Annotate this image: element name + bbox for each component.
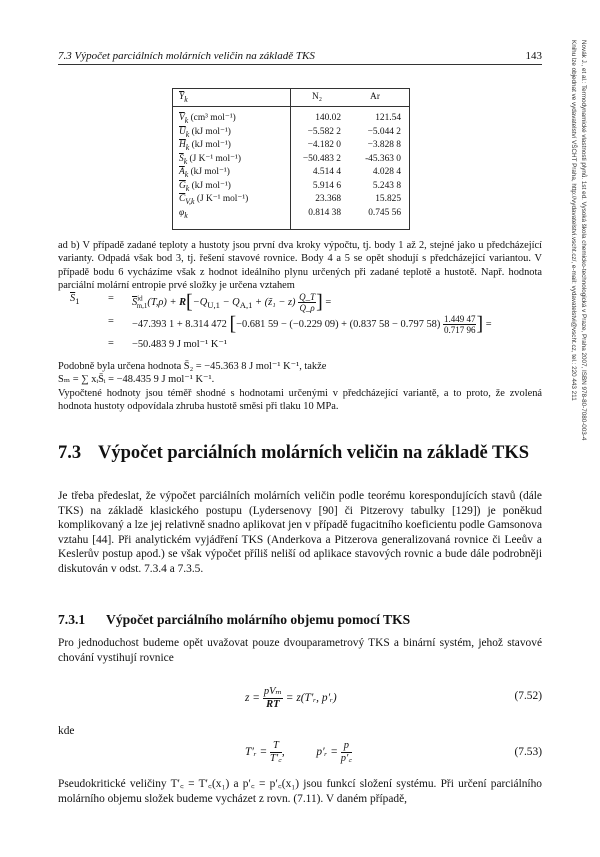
eq-frac-num: Q_T: [299, 292, 316, 302]
eq-part: −Q: [192, 296, 208, 308]
table-row: [173, 181, 409, 192]
cell-n2: 23.368: [315, 194, 341, 204]
eq-part: (T,ρ) +: [147, 296, 180, 308]
eq-part: − Q: [219, 296, 240, 308]
table-row: [173, 113, 409, 124]
table-row: [173, 208, 409, 219]
result-line: Vypočtené hodnoty jsou téměř shodné s hodnotami určenými v předcházející variantě, a to proto, že zvolená hodnota hustoty odpovídala zhruba hustotě směsi při tlaku 10 MPa.: [58, 387, 542, 413]
header-ar: Ar: [370, 92, 380, 102]
eq-sign: =: [108, 316, 114, 327]
row-label: $\varphi_k$: [179, 207, 188, 220]
row-label: $\overline{G}_k$ (kJ mol⁻¹): [179, 180, 231, 193]
eq-s-id: $\overline{S}$: [132, 296, 138, 308]
row-label: $\overline{U}_k$ (kJ mol⁻¹): [179, 126, 231, 139]
equation-number: (7.53): [514, 746, 542, 758]
eq-line-3: −50.483 9 J mol⁻¹ K⁻¹: [132, 339, 227, 350]
row-label: $\overline{A}_k$ (kJ mol⁻¹): [179, 167, 230, 179]
eq-lhs-sub: 1: [75, 296, 80, 307]
eq-sup: id: [137, 294, 143, 303]
paragraph-ad-b: ad b) V případě zadané teploty a hustoty jsou první dva kroky výpočtu, tj. body 1 až 2, stejné jako u předcházející varianty. Odpadá však bod 3, tj. řešení stavové rovnice. Body 4 a 5 se opět shodují s předcházející variantou. V případě bodu 6 vycházíme však z hodnot ideálního plynu určených při zadané teplotě a hustotě. Např. hodnota parciální molární entropie prvé složky je určena vztahem: [58, 240, 542, 292]
cell-n2: 0.814 38: [308, 207, 341, 218]
section-heading: [58, 443, 542, 464]
cell-ar: 121.54: [375, 113, 401, 123]
subsection-title: Výpočet parciálního molárního objemu pomocí TKS: [106, 612, 411, 627]
eq-part: −0.681 59 − (−0.229 09) + (0.837 58 − 0.797 58): [236, 318, 441, 330]
eq-frac-den: Q_ρ: [299, 303, 315, 313]
paragraph-last: Pseudokritické veličiny T′꜀ = T′꜀(x₁) a p′꜀ = p′꜀(x₁) jsou funkcí složení systému. Při určení parciálního molárního objemu složek budeme vycházet z rovn. (7.11). V daném případě,: [58, 778, 542, 805]
page-number: 143: [525, 50, 542, 62]
paragraph-result: [58, 360, 542, 414]
eq-part: p′ᵣ =: [316, 746, 338, 759]
cell-n2: 4.514 4: [312, 167, 341, 177]
paragraph-subsection: Pro jednoduchost budeme opět uvažovat pouze dvouparametrový TKS a binární systém, jehož stavové chování vystihují rovnice: [58, 637, 542, 664]
section-title: Výpočet parciálních molárních veličin na základě TKS: [98, 443, 530, 463]
eq-part: z =: [245, 692, 260, 705]
table-row: [173, 140, 409, 151]
side-note-line: Novák J., et al.: Termodynamické vlastnosti plynů. 1st ed. Vysoká škola chemicko-technologická v Praze, Praha 2007, ISBN 978-80-7080-003-4: [580, 40, 587, 441]
row-label: $\overline{H}_k$ (kJ mol⁻¹): [179, 140, 231, 152]
cell-ar: 0.745 56: [368, 207, 401, 218]
result-line: Podobně byla určena hodnota S̄₂ = −45.363 8 J mol⁻¹ K⁻¹, takže: [58, 361, 327, 372]
table-row: [173, 167, 409, 178]
eq-part: U,1: [207, 299, 220, 310]
eq-sign: =: [108, 293, 114, 304]
eq-part: A,1: [239, 299, 253, 310]
row-label: $\overline{V}_k$ (cm³ mol⁻¹): [179, 113, 236, 125]
eq-frac-den: 0.717 96: [443, 325, 476, 335]
subsection-heading: [58, 612, 410, 628]
result-line: Sₘ = ∑ xᵢS̄ᵢ = −48.435 9 J mol⁻¹ K⁻¹.: [58, 374, 215, 386]
eq-part: =: [325, 296, 332, 308]
row-label: $\overline{C}_{V,k}$ (J K⁻¹ mol⁻¹): [179, 194, 249, 206]
section-number: 7.3: [58, 443, 82, 463]
eq-line-2: −47.393 1 + 8.314 472 [−0.681 59 − (−0.229 09) + (0.837 58 − 0.797 58) $\frac{1.449 47}{0.717 96}$ ] =: [132, 313, 492, 335]
running-header: [58, 50, 542, 65]
row-label: $\overline{S}_k$ (J K⁻¹ mol⁻¹): [179, 153, 241, 166]
table-header-row: [173, 92, 409, 103]
table-header-divider: [173, 106, 409, 107]
eq-part: + (z̃₁ − z): [252, 296, 296, 308]
paragraph-section: Je třeba předeslat, že výpočet parciálních molárních veličin podle teorému korespondujících stavů (dále TKS) na základě klasického postupu (Lydersenovy [90] či Pitzerovy tabulky [129]) je poněkud komplikovaný a lze jej relativně snadno aplikovat jen v případě fugacitního koeficientu podle Gamsonova vztahu [44]. Při analytickém vyjádření TKS (Anderkova a Pitzerova generalizovaná rovnice či Leeův a Keslerův postup apod.) se však výpočet příliš neliší od aplikace stavových rovnic a bude dále podrobněji diskutován v odst. 7.3.4 a 7.3.5.: [58, 490, 542, 575]
eq-part: −47.393 1 + 8.314 472: [132, 318, 227, 330]
subsection-number: 7.3.1: [58, 612, 86, 627]
eq-frac-den: RT: [266, 699, 280, 710]
eq-frac-num: T: [270, 740, 282, 753]
partial-quantities-table: [172, 88, 410, 230]
eq-lhs: $\overline{S}$: [70, 293, 76, 304]
cell-ar: −5.044 2: [367, 126, 401, 137]
eq-frac-num: p: [341, 740, 352, 753]
text-kde: kde: [58, 725, 75, 737]
eq-R: R: [179, 296, 187, 308]
eq-part: T′ᵣ =: [245, 746, 268, 759]
header-n2: N₂: [311, 92, 323, 102]
equation-7-53: T′ᵣ = $\frac{T}{T'꜀}$ , p′ᵣ = $\frac{p}{p'꜀}$ (7.53): [245, 740, 542, 764]
header-symbol: $\overline{Y}$: [179, 92, 185, 102]
eq-frac-num: 1.449 47: [443, 314, 476, 324]
cell-ar: 15.825: [375, 194, 401, 204]
table-row: [173, 127, 409, 138]
cell-ar: −3.828 8: [367, 140, 401, 150]
eq-frac-den: T′꜀: [270, 753, 282, 764]
eq-frac-num: pVₘ: [263, 686, 282, 697]
cell-n2: −4.182 0: [307, 140, 341, 150]
header-sub: k: [184, 94, 188, 104]
cell-n2: 140.02: [315, 113, 341, 123]
cell-ar: -45.363 0: [365, 153, 401, 164]
equation-7-52: [0, 680, 600, 710]
eq-part: =: [485, 318, 492, 330]
eq-frac-den: p′꜀: [340, 753, 352, 764]
side-note-line: Knihu lze objednat ve vydavatelství VŠCHT Praha, http://vydavatelstvi.vscht.cz/, e-mail: vydavatelstvi@vscht.cz, tel.: 220 443 211: [570, 40, 578, 401]
cell-n2: −50.483 2: [302, 153, 341, 164]
side-copyright-note: [569, 40, 588, 440]
eq-part: = z(T′ᵣ, p′ᵣ): [285, 692, 337, 705]
eq-sign: =: [108, 338, 114, 349]
eq-sub: m,1: [136, 301, 148, 310]
cell-n2: −5.582 2: [307, 126, 341, 137]
table-row: [173, 194, 409, 205]
table-row: [173, 154, 409, 165]
header-title: 7.3 Výpočet parciálních molárních veličin na základě TKS: [58, 50, 315, 62]
equation-number: (7.52): [514, 690, 542, 702]
cell-ar: 4.028 4: [372, 167, 401, 177]
cell-n2: 5.914 6: [312, 180, 341, 191]
cell-ar: 5.243 8: [372, 180, 401, 191]
eq-line-1: $\overline{S}^{id}_{m,1}(T,\rho) + R[-Q_{U,1} - Q_{A,1}$ + (z̃₁ − z) $\frac{Q\_T}{Q\_\rho}$ ] =: [132, 291, 332, 313]
